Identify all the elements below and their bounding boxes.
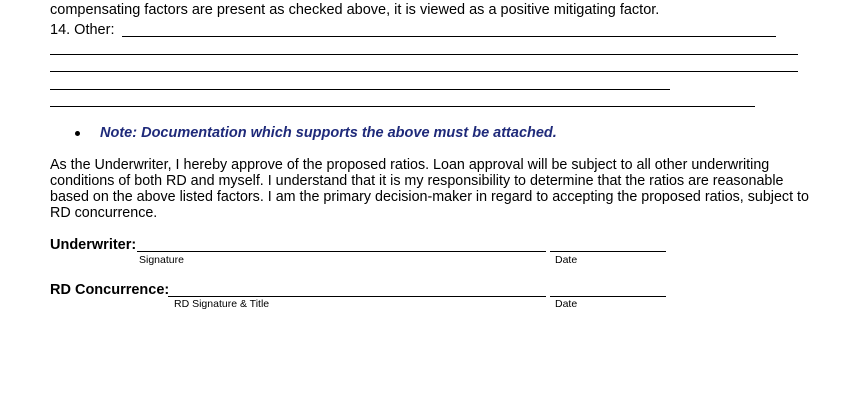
note-line [100,125,557,141]
approval-line-4: RD concurrence. [50,205,158,221]
bullet-icon [75,131,80,136]
other-field-line-1[interactable] [122,36,776,37]
approval-line-3: based on the above listed factors. I am the primary decision-maker in regard to accepting the proposed ratios, subject to [50,189,809,205]
rd-signature-line[interactable] [168,296,546,297]
other-field-line-5[interactable] [50,106,755,107]
rd-date-line[interactable] [550,296,666,297]
underwriter-date-caption: Date [555,254,578,266]
other-field-line-4[interactable] [50,89,670,90]
approval-paragraph [50,157,809,221]
other-field-line-2[interactable] [50,54,798,55]
underwriter-signature-caption: Signature [139,254,184,266]
underwriter-label: Underwriter: [50,237,137,253]
compensating-factors-text: compensating factors are present as checked above, it is viewed as a positive mitigating factor. [50,2,660,18]
approval-line-1: As the Underwriter, I hereby approve of the proposed ratios. Loan approval will be subject to all other underwriting [50,157,770,173]
rd-date-caption: Date [555,298,578,310]
note-label: Note: [100,125,138,141]
rd-signature-caption: RD Signature & Title [174,298,270,310]
other-label: 14. Other: [50,22,115,38]
rd-concurrence-label: RD Concurrence: [50,282,170,298]
underwriter-signature-line[interactable] [137,251,546,252]
underwriter-date-line[interactable] [550,251,666,252]
other-field-line-3[interactable] [50,71,798,72]
approval-line-2: conditions of both RD and myself. I understand that it is my responsibility to determine that the ratios are reasonable [50,173,784,189]
note-text: Documentation which supports the above must be attached. [141,125,557,141]
